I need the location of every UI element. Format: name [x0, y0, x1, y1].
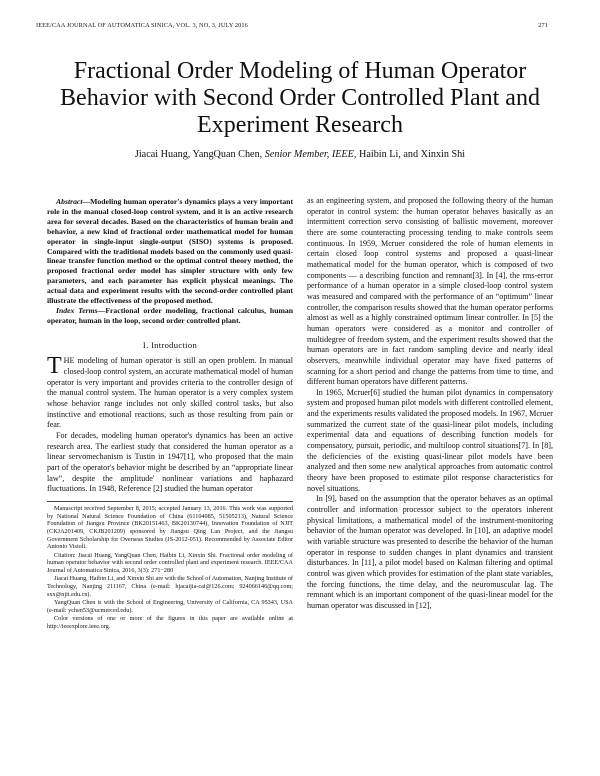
journal-name: IEEE/CAA JOURNAL OF AUTOMATICA SINICA, VOL. 3, NO. 3, JULY 2016 — [36, 22, 248, 29]
author-names: Jiacai Huang, YangQuan Chen, — [134, 149, 263, 160]
body-paragraph: In [9], based on the assumption that the operator behaves as an optimal controller and information processor subject to the operators inherent physical limitations, a mathematical model of the instrument-monitoring behavior of the human operator was developed. In [10], an adaptive model with variable structure was presented to describe the behavior of the human operator in response to sudden changes in plant dynamics and transient disturbances. In [11], a pilot model based on Kalman filtering and optimal control was given which provides for estimation of the plant state variables, the forcing functions, the time delay, and the neuromuscular lag. The remnant which is an important component of the quasi-linear model for the human operator was discussed in [12], — [307, 494, 553, 610]
body-paragraph: In 1965, Mcruer[6] studied the human pilot dynamics in compensatory system and proposed human pilot models with different controlled element, and the experiments results validated the proposed models. In 1967, Mcruer summarized the current state of the quasi-linear pilot models, including experimental data and equations of describing function models for compensatory, pursuit, periodic, and multiloop control situations[7]. In [8], the deficiencies of the existing quasi-linear pilot models have been analyzed and then some new analytical approaches from automatic control theory have been proposed to estimate pilot response characteristics for novel situations. — [307, 387, 553, 493]
index-terms-label: Index Terms — [56, 305, 98, 315]
intro-paragraph-1 — [47, 353, 293, 431]
footnote-affiliation-1: Jiacai Huang, Haibin Li, and Xinxin Shi are with the School of Automation, Nanjing Institute of Technology, Nanjing 211167, China (e-mail: hjacaijia-cai@126.com; 924066146@qq.com; sxx@njit.edu.cn). — [47, 575, 293, 598]
drop-cap: T — [47, 353, 62, 380]
page-number: 271 — [538, 22, 548, 29]
footnote-citation: Citation: Jiacai Huang, YangQuan Chen, Haibin Li, Xinxin Shi. Fractional order modeling of human operator behavior with second order controlled plant and experiment research. IEEE/CAA Journal of Automatica Sinica, 2016, 3(3): 271−280 — [47, 551, 293, 575]
left-column — [47, 197, 293, 631]
intro-paragraph-1-text: HE modeling of human operator is still an open problem. In manual closed-loop control system, an accurate mathematical model of human operator is very important and provides criteria to the controller design of the manual control system. The human operator is a very complex system whose behavior range includes not only skilled control tasks, but also instinctive and emotional reactions, such as those resulting from pain or fear. — [47, 356, 293, 430]
abstract: Abstract—Modeling human operator's dynamics plays a very important role in the manual closed-loop control system, and it is an active research area for several decades. Based on the characteristics of human brain and behavior, a new kind of fractional order mathematical model for human operator in single-input single-output (SISO) systems is proposed. Compared with the traditional models based on the commonly used quasi-linear transfer function method or the optimal control theory method, the proposed fractional order model has simpler structure with only few parameters, and each parameter has explicit physical meanings. The actual data and experiment results with the second-order controlled plant illustrate the effectiveness of the proposed method. — [47, 197, 293, 306]
section-heading: I. Introduction — [142, 339, 198, 350]
abstract-label: Abstract — [56, 197, 83, 206]
footnotes — [47, 501, 293, 630]
footnote-affiliation-2: YangQuan Chen is with the School of Engineering, University of California, CA 95343, USA (e-mail: ychen53@ucmerced.edu). — [47, 598, 293, 614]
abstract-text: Modeling human operator's dynamics plays a very important role in the manual closed-loop control system, and it is an active research area for several decades. Based on the characteristics of human brain and behavior, a new kind of fractional order mathematical model for human operator in single-input single-output (SISO) systems is proposed. Compared with the traditional models based on the commonly used quasi-linear transfer function method or the optimal control theory method, the proposed fractional order model has simpler structure with only few parameters, and each parameter has explicit physical meanings. The actual data and experiment results with the second-order controlled plant illustrate the effectiveness of the proposed method. — [47, 197, 293, 306]
index-terms: Index Terms—Fractional order modeling, fractional calculus, human operator, human in the loop, second order controlled plant. — [47, 305, 293, 325]
intro-paragraph-2: For decades, modeling human operator's dynamics has been an active research area. The earliest study that considered the human operator as a linear servomechanism is Tustin in 1947[1], who proposed that the main part of the operator's behavior might be described by an “appropriate linear law”, despite the amplitude' nonlinear variations and haphazard fluctuations. In 1948, Reference [2] studied the human operator — [47, 431, 293, 494]
author-membership: Senior Member, IEEE, — [264, 149, 357, 160]
paper-title: Fractional Order Modeling of Human Operator Behavior with Second Order Controlled Plant and Experiment Research — [60, 58, 540, 138]
footnote-manuscript: Manuscript received September 8, 2015; accepted January 13, 2016. This work was supported by National Natural Science Foundation of China (61104085, 51505213), Natural Science Foundation of Jiangsu Province (BK20151463, BK20130744), Innovation Foundation of NJIT (CKJA201409, CKJB201209) sponsored by Jiangsu Qing Lan Project, and the Jiangsu Government Scholarship for Overseas Studies (JS-2012-051). Recommended by Associate Editor Antonio Visioli. — [47, 504, 293, 551]
body-paragraph: as an engineering system, and proposed the following theory of the human operator in control system: the human operator behaves basically as an intermittent correction servo consisting of ballistic movement, moreover there are some counteracting processing tending to make controls seem continuous. In 1959, Mcruer considered the role of human elements in certain closed loop control systems and proposed a quasi-linear mathematical model for the human operator, which is composed of two components — a describing function and remnant[3]. In [4], the rms-error performance of a human operator in a simple closed-loop control system was measured and compared with the performance of an “optimum” linear controller, the comparison results showed that the human operator performs almost as well as a highly constrained optimum linear controller. In [5] the human operators were considered as a monitor and controller of multidegree of freedom system, and the experiment results showed that the human operators are in fact random sampling device and nearly ideal observers, meanwhile individual operator may have fixed patterns of scanning for a short period and change the patterns from time to time, and different human operators have different patterns. — [307, 196, 553, 387]
running-header — [36, 22, 548, 29]
footnote-color: Color versions of one or more of the figures in this paper are available online at http://ieeexplore.ieee.org. — [47, 614, 293, 630]
author-line — [40, 149, 560, 160]
index-terms-text: Fractional order modeling, fractional calculus, human operator, human in the loop, second order controlled plant. — [47, 305, 293, 325]
right-column — [307, 196, 553, 612]
author-names-rest: Haibin Li, and Xinxin Shi — [358, 149, 466, 160]
